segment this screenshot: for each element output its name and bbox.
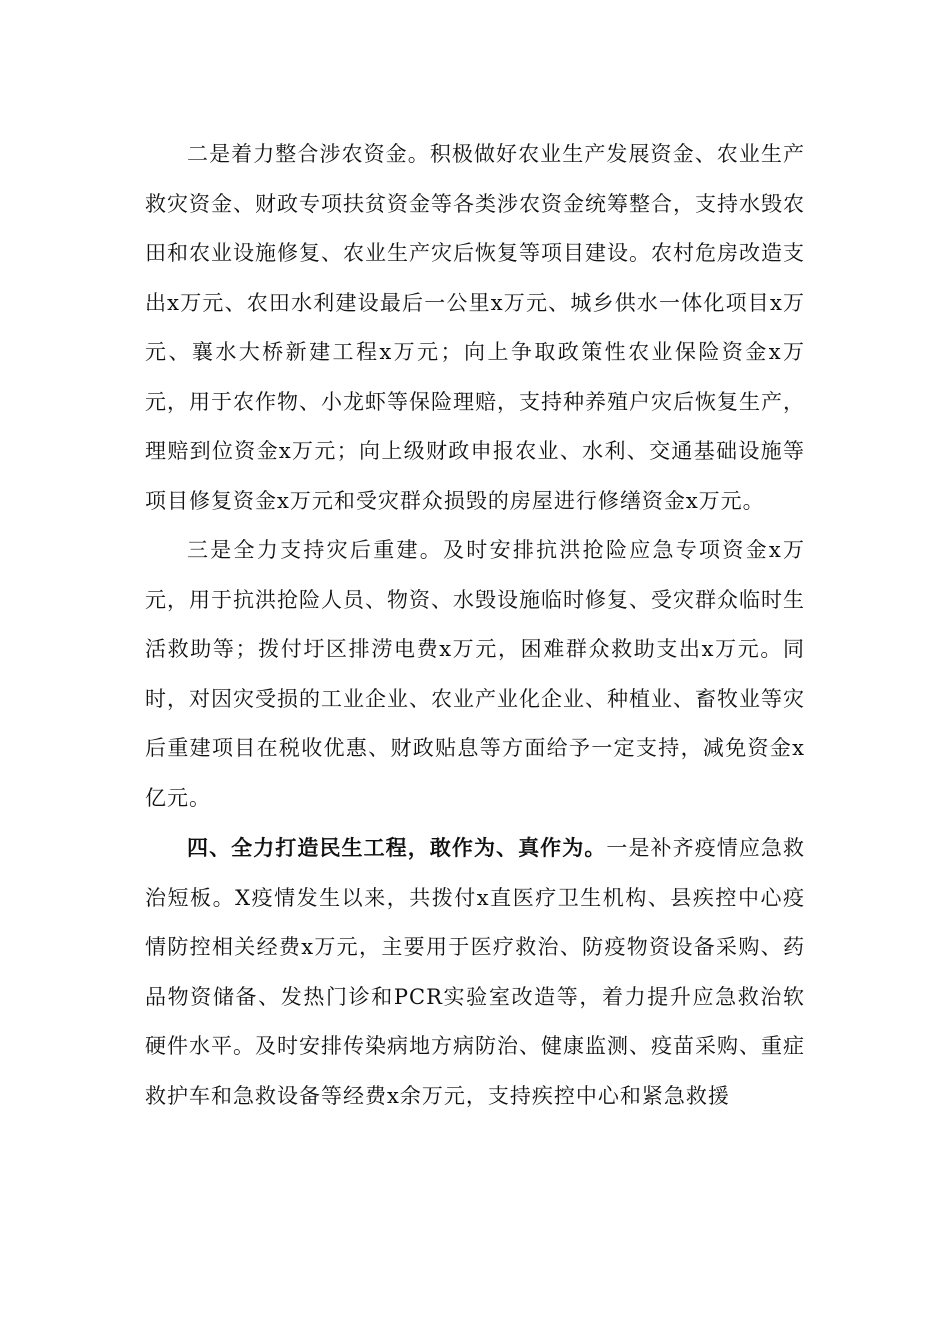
paragraph-text: 一是补齐疫情应急救治短板。X疫情发生以来，共拨付x直医疗卫生机构、县疾控中心疫情防控相关经费x万元，主要用于医疗救治、防疫物资设备采购、药品物资储备、发热门诊和PCR实验室改造等，着力提升应急救治软硬件水平。及时安排传染病地方病防治、健康监测、疫苗采购、重症救护车和急救设备等经费x余万元，支持疾控中心和紧急救援 (145, 836, 805, 1108)
section-heading: 四、全力打造民生工程，敢作为、真作为。 (187, 835, 607, 860)
paragraph-reconstruction (145, 526, 805, 823)
paragraph-text: 二是着力整合涉农资金。积极做好农业生产发展资金、农业生产救灾资金、财政专项扶贫资金等各类涉农资金统筹整合，支持水毁农田和农业设施修复、农业生产灾后恢复等项目建设。农村危房改造支出x万元、农田水利建设最后一公里x万元、城乡供水一体化项目x万元、襄水大桥新建工程x万元；向上争取政策性农业保险资金x万元，用于农作物、小龙虾等保险理赔，支持种养殖户灾后恢复生产，理赔到位资金x万元；向上级财政申报农业、水利、交通基础设施等项目修复资金x万元和受灾群众损毁的房屋进行修缮资金x万元。 (145, 142, 805, 513)
paragraph-agri-funds (145, 130, 805, 526)
paragraph-livelihood (145, 823, 805, 1121)
paragraph-text: 三是全力支持灾后重建。及时安排抗洪抢险应急专项资金x万元，用于抗洪抢险人员、物资、水毁设施临时修复、受灾群众临时生活救助等；拨付圩区排涝电费x万元，困难群众救助支出x万元。同时，对因灾受损的工业企业、农业产业化企业、种植业、畜牧业等灾后重建项目在税收优惠、财政贴息等方面给予一定支持，减免资金x亿元。 (145, 538, 805, 810)
document-body (145, 130, 805, 1121)
